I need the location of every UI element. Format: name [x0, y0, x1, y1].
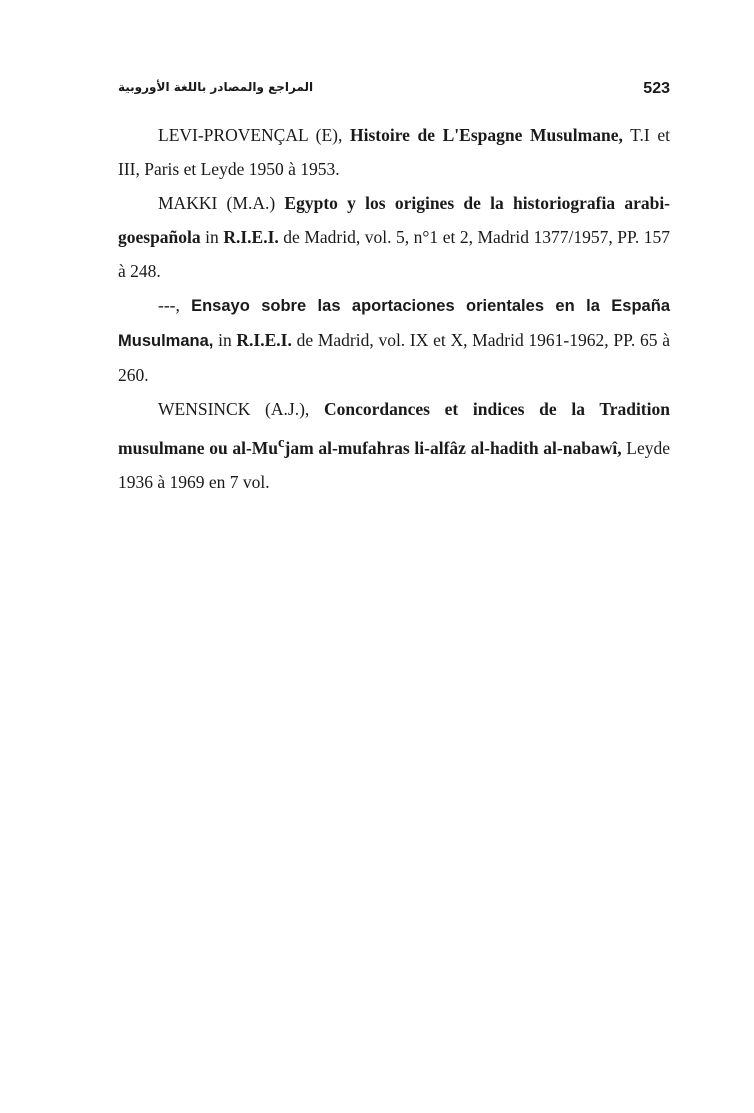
entry-publication: T.I et III, Paris et Leyde 1950 à 1953.	[118, 125, 670, 179]
entry-connector: in	[200, 227, 224, 247]
entry-author: WENSINCK (A.J.),	[158, 399, 324, 419]
entry-author: LEVI-PROVENÇAL (E),	[158, 125, 350, 145]
entry-publication: de Madrid, vol. 5, n°1 et 2, Madrid 1377/1957, PP. 157 à 248.	[118, 227, 670, 281]
bibliography-entry-levi-provencal	[118, 118, 670, 186]
page-number: 523	[643, 80, 670, 97]
bibliography-list	[118, 118, 670, 499]
entry-publication: Leyde 1936 à 1969 en 7 vol.	[118, 437, 670, 492]
entry-journal: R.I.E.I.	[236, 330, 292, 350]
running-head	[118, 80, 670, 102]
entry-author: MAKKI (M.A.)	[158, 193, 285, 213]
entry-title-superscript: c	[278, 435, 285, 451]
bibliography-entry-makki-ensayo	[118, 288, 670, 392]
running-head-title: المراجع والمصادر باللغة الأوروبية	[118, 80, 314, 94]
entry-title: Histoire de L'Espagne Musulmane,	[349, 125, 623, 145]
bibliography-entry-wensinck	[118, 392, 670, 499]
bibliography-entry-makki-egypto	[118, 186, 670, 288]
entry-title: Ensayo sobre las aportaciones orientales en la España Musulmana,	[118, 297, 670, 350]
entry-title: Egypto y los origines de la historiografia arabi-goespañola	[118, 193, 671, 247]
entry-publication: de Madrid, vol. IX et X, Madrid 1961-1962, PP. 65 à 260.	[118, 330, 670, 385]
entry-connector: in	[213, 330, 237, 350]
entry-title-part-2: jam al-mufahras li-alfâz al-hadith al-nabawî,	[284, 437, 622, 458]
entry-journal: R.I.E.I.	[223, 227, 279, 247]
entry-author: ---,	[158, 295, 192, 315]
entry-title-part-1: Concordances et indices de la Tradition musulmane ou al-Mu	[118, 399, 670, 458]
